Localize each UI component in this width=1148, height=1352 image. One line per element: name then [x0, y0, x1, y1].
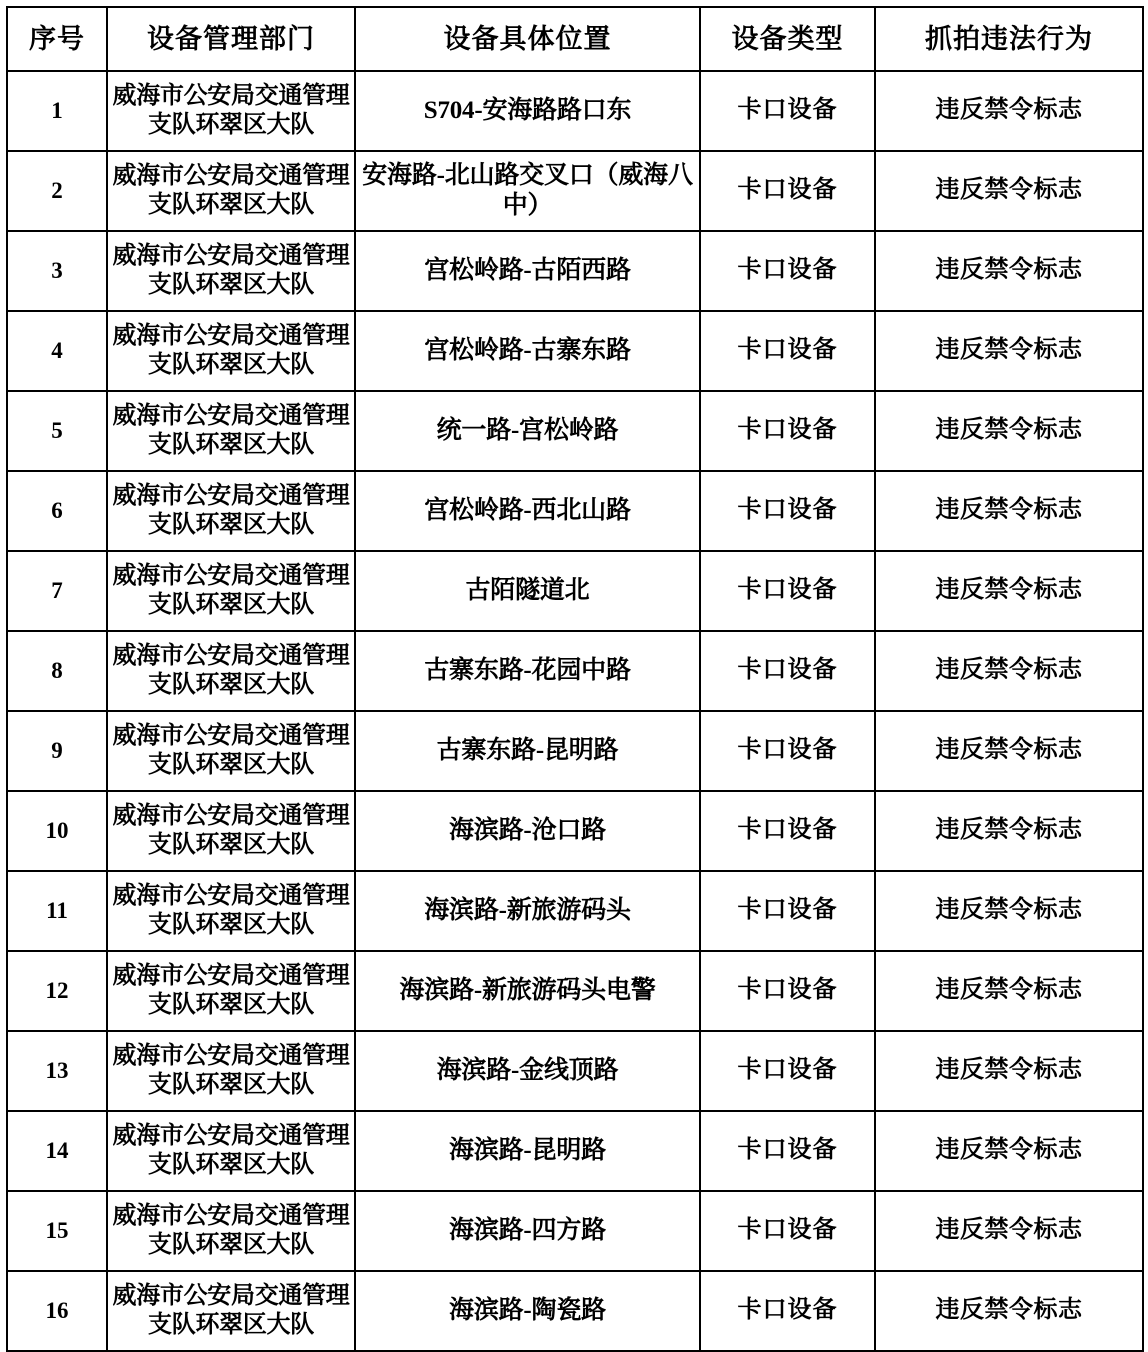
cell-index: 8 — [7, 631, 107, 711]
table-row — [7, 711, 1143, 791]
column-header-type: 设备类型 — [700, 7, 875, 71]
table-row — [7, 311, 1143, 391]
table-row — [7, 631, 1143, 711]
cell-device-type: 卡口设备 — [700, 551, 875, 631]
cell-index: 11 — [7, 871, 107, 951]
cell-index: 9 — [7, 711, 107, 791]
cell-department: 威海市公安局交通管理支队环翠区大队 — [107, 391, 355, 471]
cell-department: 威海市公安局交通管理支队环翠区大队 — [107, 791, 355, 871]
cell-index: 12 — [7, 951, 107, 1031]
table-row — [7, 71, 1143, 151]
cell-department: 威海市公安局交通管理支队环翠区大队 — [107, 1111, 355, 1191]
cell-location: 古寨东路-花园中路 — [355, 631, 700, 711]
device-table — [6, 6, 1144, 1352]
cell-index: 13 — [7, 1031, 107, 1111]
cell-location: 宫松岭路-古陌西路 — [355, 231, 700, 311]
cell-location: 安海路-北山路交叉口（威海八中） — [355, 151, 700, 231]
cell-device-type: 卡口设备 — [700, 231, 875, 311]
table-row — [7, 1271, 1143, 1351]
cell-department: 威海市公安局交通管理支队环翠区大队 — [107, 951, 355, 1031]
cell-index: 15 — [7, 1191, 107, 1271]
cell-index: 1 — [7, 71, 107, 151]
cell-department: 威海市公安局交通管理支队环翠区大队 — [107, 231, 355, 311]
table-row — [7, 471, 1143, 551]
table-header — [7, 7, 1143, 71]
cell-location: 宫松岭路-古寨东路 — [355, 311, 700, 391]
cell-violation: 违反禁令标志 — [875, 471, 1143, 551]
cell-device-type: 卡口设备 — [700, 951, 875, 1031]
cell-index: 3 — [7, 231, 107, 311]
cell-location: 统一路-宫松岭路 — [355, 391, 700, 471]
cell-violation: 违反禁令标志 — [875, 1031, 1143, 1111]
column-header-dept: 设备管理部门 — [107, 7, 355, 71]
table-row — [7, 951, 1143, 1031]
cell-device-type: 卡口设备 — [700, 1191, 875, 1271]
cell-location: 宫松岭路-西北山路 — [355, 471, 700, 551]
column-header-location: 设备具体位置 — [355, 7, 700, 71]
cell-department: 威海市公安局交通管理支队环翠区大队 — [107, 551, 355, 631]
table-row — [7, 1111, 1143, 1191]
cell-device-type: 卡口设备 — [700, 1271, 875, 1351]
cell-device-type: 卡口设备 — [700, 871, 875, 951]
cell-violation: 违反禁令标志 — [875, 1191, 1143, 1271]
cell-device-type: 卡口设备 — [700, 791, 875, 871]
column-header-violation: 抓拍违法行为 — [875, 7, 1143, 71]
cell-location: 海滨路-陶瓷路 — [355, 1271, 700, 1351]
cell-index: 16 — [7, 1271, 107, 1351]
cell-department: 威海市公安局交通管理支队环翠区大队 — [107, 1191, 355, 1271]
cell-device-type: 卡口设备 — [700, 1031, 875, 1111]
cell-device-type: 卡口设备 — [700, 71, 875, 151]
cell-location: 海滨路-沧口路 — [355, 791, 700, 871]
cell-device-type: 卡口设备 — [700, 471, 875, 551]
cell-department: 威海市公安局交通管理支队环翠区大队 — [107, 151, 355, 231]
cell-device-type: 卡口设备 — [700, 311, 875, 391]
table-row — [7, 391, 1143, 471]
cell-index: 2 — [7, 151, 107, 231]
table-row — [7, 1191, 1143, 1271]
cell-violation: 违反禁令标志 — [875, 1271, 1143, 1351]
cell-device-type: 卡口设备 — [700, 711, 875, 791]
cell-device-type: 卡口设备 — [700, 391, 875, 471]
cell-department: 威海市公安局交通管理支队环翠区大队 — [107, 871, 355, 951]
cell-violation: 违反禁令标志 — [875, 951, 1143, 1031]
cell-index: 5 — [7, 391, 107, 471]
cell-violation: 违反禁令标志 — [875, 631, 1143, 711]
cell-location: 古陌隧道北 — [355, 551, 700, 631]
cell-location: 海滨路-新旅游码头电警 — [355, 951, 700, 1031]
cell-location: 古寨东路-昆明路 — [355, 711, 700, 791]
table-row — [7, 151, 1143, 231]
cell-location: S704-安海路路口东 — [355, 71, 700, 151]
cell-location: 海滨路-金线顶路 — [355, 1031, 700, 1111]
cell-index: 7 — [7, 551, 107, 631]
column-header-index: 序号 — [7, 7, 107, 71]
cell-violation: 违反禁令标志 — [875, 551, 1143, 631]
cell-device-type: 卡口设备 — [700, 631, 875, 711]
cell-device-type: 卡口设备 — [700, 1111, 875, 1191]
cell-department: 威海市公安局交通管理支队环翠区大队 — [107, 1031, 355, 1111]
table-row — [7, 551, 1143, 631]
cell-violation: 违反禁令标志 — [875, 151, 1143, 231]
cell-department: 威海市公安局交通管理支队环翠区大队 — [107, 311, 355, 391]
cell-department: 威海市公安局交通管理支队环翠区大队 — [107, 471, 355, 551]
cell-device-type: 卡口设备 — [700, 151, 875, 231]
cell-department: 威海市公安局交通管理支队环翠区大队 — [107, 71, 355, 151]
cell-index: 4 — [7, 311, 107, 391]
cell-location: 海滨路-昆明路 — [355, 1111, 700, 1191]
cell-index: 6 — [7, 471, 107, 551]
table-row — [7, 791, 1143, 871]
table-body — [7, 71, 1143, 1351]
table-header-row — [7, 7, 1143, 71]
cell-department: 威海市公安局交通管理支队环翠区大队 — [107, 711, 355, 791]
cell-department: 威海市公安局交通管理支队环翠区大队 — [107, 631, 355, 711]
cell-violation: 违反禁令标志 — [875, 791, 1143, 871]
table-row — [7, 871, 1143, 951]
cell-violation: 违反禁令标志 — [875, 1111, 1143, 1191]
table-row — [7, 1031, 1143, 1111]
cell-violation: 违反禁令标志 — [875, 391, 1143, 471]
cell-index: 14 — [7, 1111, 107, 1191]
cell-location: 海滨路-四方路 — [355, 1191, 700, 1271]
table-row — [7, 231, 1143, 311]
cell-location: 海滨路-新旅游码头 — [355, 871, 700, 951]
cell-violation: 违反禁令标志 — [875, 711, 1143, 791]
cell-violation: 违反禁令标志 — [875, 311, 1143, 391]
cell-violation: 违反禁令标志 — [875, 871, 1143, 951]
cell-violation: 违反禁令标志 — [875, 71, 1143, 151]
cell-department: 威海市公安局交通管理支队环翠区大队 — [107, 1271, 355, 1351]
cell-violation: 违反禁令标志 — [875, 231, 1143, 311]
cell-index: 10 — [7, 791, 107, 871]
